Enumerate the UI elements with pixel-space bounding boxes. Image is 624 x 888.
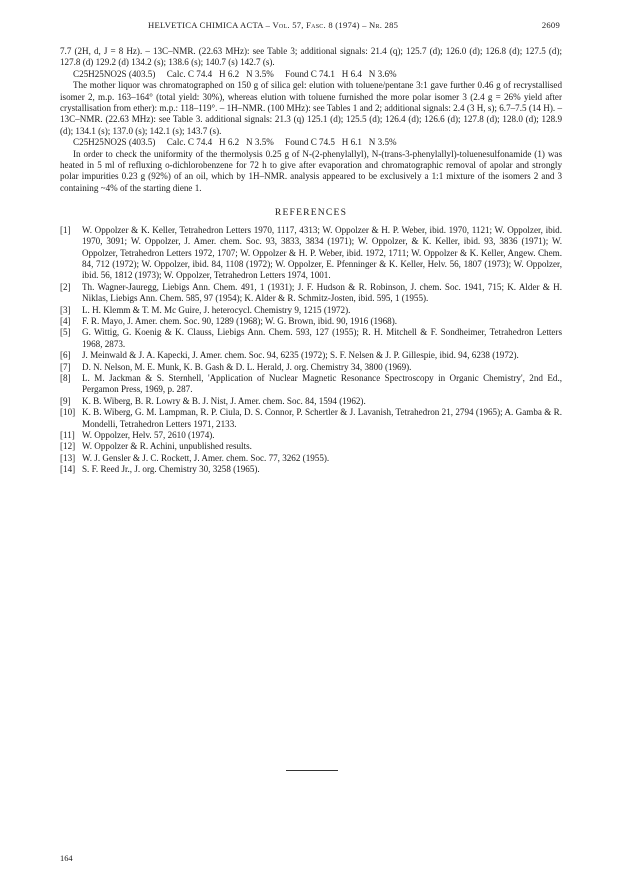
reference-number: [7] bbox=[60, 361, 71, 372]
reference-number: [14] bbox=[60, 464, 76, 475]
reference-item bbox=[60, 407, 562, 430]
reference-item bbox=[60, 282, 562, 305]
reference-number: [5] bbox=[60, 327, 71, 338]
reference-text: F. R. Mayo, J. Amer. chem. Soc. 90, 1289 (1968); W. G. Brown, ibid. 90, 1916 (1968). bbox=[82, 315, 398, 326]
reference-text: L. H. Klemm & T. M. Mc Guire, J. heterocycl. Chemistry 9, 1215 (1972). bbox=[82, 304, 351, 315]
nmr-paragraph-1: 7.7 (2H, d, J = 8 Hz). – 13C–NMR. (22.63 MHz): see Table 3; additional signals: 21.4 (q); 125.7 (d); 126.0 (d); 126.8 (d); 127.5 (d); 127.8 (d) 129.2 (d) 134.2 (s); 138.6 (s); 140.7 (s) 142.7 (s). bbox=[60, 46, 562, 68]
reference-text: J. Meinwald & J. A. Kapecki, J. Amer. chem. Soc. 94, 6235 (1972); S. F. Nelsen & J. P. Gillespie, ibid. 94, 6238 (1972). bbox=[82, 350, 519, 361]
analysis-line-2: C25H25NO2S (403.5) Calc. C 74.4 H 6.2 N 3.5% Found C 74.5 H 6.1 N 3.5% bbox=[73, 137, 397, 148]
reference-item bbox=[60, 441, 562, 452]
reference-item bbox=[60, 305, 562, 316]
reference-text: W. Oppolzer & R. Achini, unpublished results. bbox=[82, 441, 252, 452]
reference-item bbox=[60, 316, 562, 327]
end-rule-divider bbox=[286, 770, 338, 771]
reference-item bbox=[60, 464, 562, 475]
reference-item bbox=[60, 373, 562, 396]
reference-item bbox=[60, 327, 562, 350]
reference-number: [3] bbox=[60, 304, 71, 315]
reference-number: [13] bbox=[60, 452, 76, 463]
reference-number: [1] bbox=[60, 224, 71, 235]
reference-text: K. B. Wiberg, G. M. Lampman, R. P. Ciula, D. S. Connor, P. Schertler & J. Lavanish, Tetrahedron 21, 2794 (1965); A. Gamba & R. Mondelli, Tetrahedron Letters 1971, 2133. bbox=[82, 407, 562, 429]
reference-text: G. Wittig, G. Koenig & K. Clauss, Liebigs Ann. Chem. 593, 127 (1955); R. H. Mitchell & F. Sondheimer, Tetrahedron Letters 1968, 2873. bbox=[82, 327, 562, 349]
journal-title: HELVETICA CHIMICA ACTA – Vol. 57, Fasc. 8 (1974) – Nr. 285 bbox=[148, 20, 399, 30]
reference-number: [4] bbox=[60, 315, 71, 326]
reference-item bbox=[60, 362, 562, 373]
reference-number: [9] bbox=[60, 395, 71, 406]
reference-text: S. F. Reed Jr., J. org. Chemistry 30, 3258 (1965). bbox=[82, 464, 260, 475]
reference-number: [2] bbox=[60, 281, 71, 292]
reference-item bbox=[60, 225, 562, 282]
reference-number: [11] bbox=[60, 430, 75, 440]
reference-number: [10] bbox=[60, 407, 76, 418]
thermolysis-paragraph: In order to check the uniformity of the thermolysis 0.25 g of N-(2-phenylallyl), N-(trans-3-phenylallyl)-toluenesulfonamide (1) was heated in 5 ml of refluxing o-dichlorobenzene for 72 h to give after evaporation and chromatographic removal of apolar and strongly polar impurities 0.23 g (92%) of an oil, which by 1H–NMR. analysis appeared to be exclusively a 1:1 mixture of the isomers 2 and 3 containing ~4% of the starting diene 1. bbox=[60, 148, 562, 193]
reference-number: [8] bbox=[60, 372, 71, 383]
references-heading: REFERENCES bbox=[274, 207, 348, 219]
reference-number: [12] bbox=[60, 441, 76, 452]
reference-number: [6] bbox=[60, 350, 71, 361]
reference-item bbox=[60, 396, 562, 407]
reference-text: W. Oppolzer & K. Keller, Tetrahedron Letters 1970, 1117, 4313; W. Oppolzer & H. P. Weber, ibid. 1970, 1121; W. Oppolzer, ibid. 1970, 3091; W. Oppolzer, J. Amer. chem. Soc. 93, 3833, 3834 (1971); W. Oppolzer, & K. Keller, ibid. 93, 3836 (1971); W. Oppolzer, Tetrahedron Letters 1972, 1707; W. Oppolzer & H. P. Weber, ibid. 1972, 1711; W. Oppolzer & K. Keller, Angew. Chem. 84, 712 (1972); W. Oppolzer, ibid. 84, 1108 (1972); W. Oppolzer, E. Pfenninger & K. Keller, Helv. 56, 1807 (1973); W. Oppolzer, ibid. 56, 1812 (1973); W. Oppolzer, Tetrahedron Letters 1974, 1001. bbox=[82, 224, 562, 281]
reference-text: W. Oppolzer, Helv. 57, 2610 (1974). bbox=[82, 430, 215, 440]
chromatography-paragraph: The mother liquor was chromatographed on 150 g of silica gel: elution with toluene/pentane 3:1 gave further 0.46 g of recrystallised isomer 2, m.p. 163–164° (total yield: 30%), whereas elution with toluene furnished the more polar isomer 3 (2.4 g = 26% yield after crystallisation from ether): m.p.: 118–119°. – 1H–NMR. (100 MHz): see Tables 1 and 2; additional signals: 2.4 (3 H, s); 6.7–7.5 (14 H). – 13C–NMR. (22.63 MHz): see Table 3. additional signals: 21.3 (q) 125.1 (d); 125.5 (d); 126.4 (d); 126.6 (d); 127.8 (d); 128.0 (d); 128.9 (d); 134.1 (s); 137.0 (s); 142.1 (s); 143.7 (s). bbox=[60, 80, 562, 136]
reference-text: W. J. Gensler & J. C. Rockett, J. Amer. chem. Soc. 77, 3262 (1955). bbox=[82, 452, 330, 463]
reference-text: K. B. Wiberg, B. R. Lowry & B. J. Nist, J. Amer. chem. Soc. 84, 1594 (1962). bbox=[82, 395, 366, 406]
print-page-number: 164 bbox=[60, 854, 73, 863]
reference-item bbox=[60, 453, 562, 464]
article-body bbox=[60, 46, 562, 476]
reference-text: L. M. Jackman & S. Sternhell, 'Application of Nuclear Magnetic Resonance Spectroscopy in Organic Chemistry', 2nd Ed., Pergamon Press, 1969, p. 287. bbox=[82, 372, 562, 395]
analysis-line-1: C25H25NO2S (403.5) Calc. C 74.4 H 6.2 N 3.5% Found C 74.1 H 6.4 N 3.6% bbox=[73, 68, 397, 79]
page-number: 2609 bbox=[541, 20, 560, 30]
reference-item bbox=[60, 430, 562, 441]
reference-text: Th. Wagner-Jauregg, Liebigs Ann. Chem. 491, 1 (1931); J. F. Hudson & R. Robinson, J. chem. Soc. 1941, 715; K. Alder & H. Niklas, Liebigs Ann. Chem. 585, 97 (1954); K. Alder & R. Schmitz-Josten, ibid. 595, 1 (1955). bbox=[82, 281, 562, 304]
reference-item bbox=[60, 350, 562, 361]
reference-text: D. N. Nelson, M. E. Munk, K. B. Gash & D. L. Herald, J. org. Chemistry 34, 3800 (1969). bbox=[82, 361, 412, 372]
references-list bbox=[60, 225, 562, 476]
